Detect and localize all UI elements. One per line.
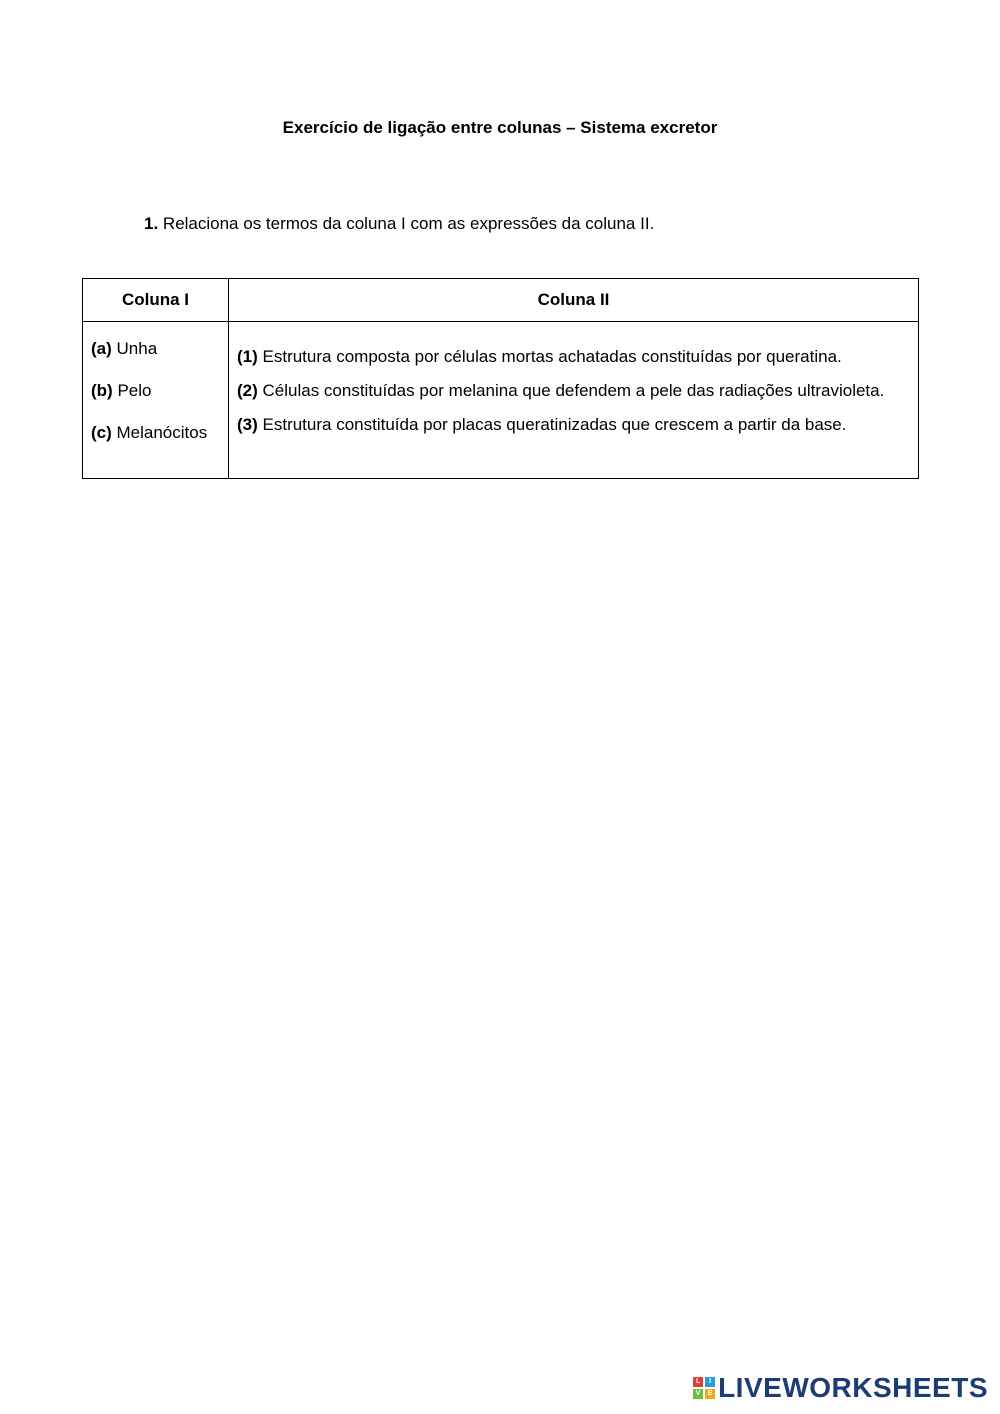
header-row (83, 279, 919, 322)
column-1-cell (83, 322, 229, 479)
term-a (91, 338, 220, 360)
page-title: Exercício de ligação entre colunas – Sistema excretor (282, 118, 718, 137)
expression-1 (237, 344, 910, 369)
expression-number: (2) (237, 381, 258, 400)
expression-text: Células constituídas por melanina que defendem a pele das radiações ultravioleta. (257, 381, 885, 400)
term-letter: (c) (91, 423, 112, 442)
matching-table (82, 278, 919, 479)
term-text: Unha (111, 339, 158, 358)
term-text: Pelo (112, 381, 152, 400)
logo-icon-square: E (705, 1389, 715, 1399)
term-text: Melanócitos (111, 423, 208, 442)
term-letter: (b) (91, 381, 113, 400)
liveworksheets-logo-icon (693, 1377, 715, 1399)
column-2-cell (229, 322, 919, 479)
term-b (91, 380, 220, 402)
logo-icon-square: V (693, 1389, 703, 1399)
logo-icon-square: I (705, 1377, 715, 1387)
instruction-text: Relaciona os termos da coluna I com as expressões da coluna II. (158, 214, 655, 233)
liveworksheets-logo (693, 1372, 988, 1404)
column-1-header: Coluna I (83, 279, 229, 322)
logo-icon-square: L (693, 1377, 703, 1387)
content-row (83, 322, 919, 479)
expression-number: (3) (237, 415, 258, 434)
instruction-number: 1. (144, 214, 159, 233)
term-c (91, 422, 220, 444)
expression-text: Estrutura constituída por placas queratinizadas que crescem a partir da base. (257, 415, 847, 434)
instruction (144, 214, 654, 234)
column-2-header: Coluna II (229, 279, 919, 322)
logo-text: LIVEWORKSHEETS (718, 1372, 988, 1403)
expression-2 (237, 378, 910, 403)
term-letter: (a) (91, 339, 112, 358)
expression-3 (237, 412, 910, 437)
expression-text: Estrutura composta por células mortas achatadas constituídas por queratina. (257, 347, 842, 366)
expression-number: (1) (237, 347, 258, 366)
